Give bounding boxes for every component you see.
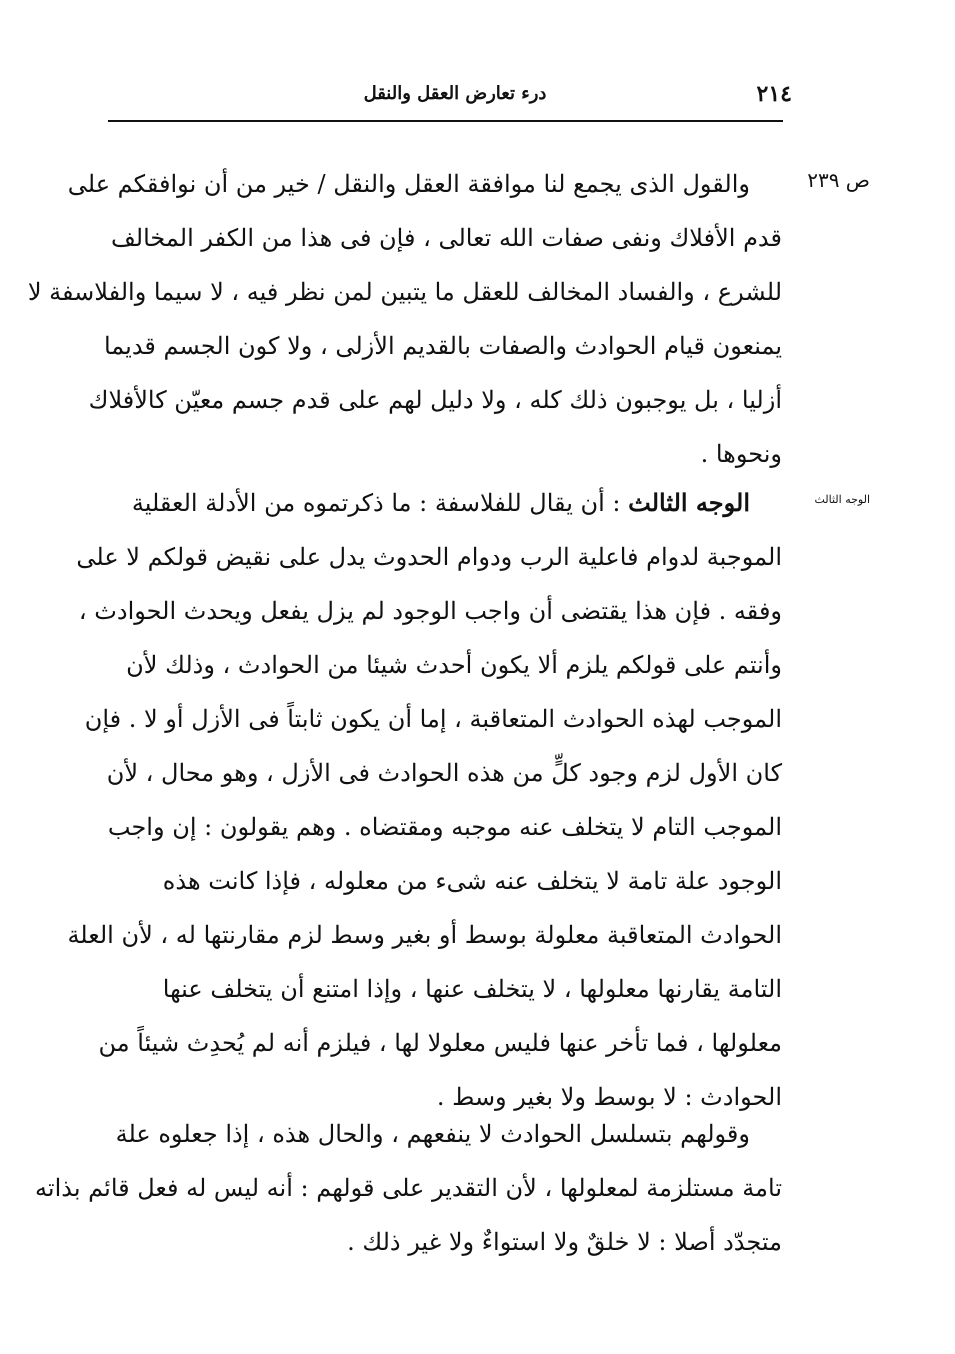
text-line: كان الأول لزم وجود كلٍّ من هذه الحوادث فى الأزل ، وهو محال ، لأن [106, 759, 782, 787]
text-line: الحوادث : لا بوسط ولا بغير وسط . [436, 1083, 782, 1111]
section-heading: الوجه الثالث [628, 488, 750, 517]
text-line: الحوادث المتعاقبة معلولة بوسط أو بغير وسط لزم مقارنتها له ، لأن العلة [67, 921, 782, 949]
header-rule [108, 120, 783, 122]
text-line: وفقه . فإن هذا يقتضى أن واجب الوجود لم يزل يفعل ويحدث الحوادث ، [78, 597, 782, 625]
margin-aspect-label: الوجه الثالث [814, 493, 870, 506]
text-line: الموجبة لدوام فاعلية الرب ودوام الحدوث يدل على نقيض قولكم لا على [76, 543, 782, 571]
text-line: ونحوها . [700, 440, 782, 468]
margin-page-reference: ص ٢٣٩ [807, 168, 870, 192]
page-number: ٢١٤ [756, 81, 792, 107]
paragraph-2 [67, 476, 782, 1124]
text-line: والقول الذى يجمع لنا موافقة العقل والنقل / خير من أن نوافقكم على [67, 170, 750, 198]
text-line: تامة مستلزمة لمعلولها ، لأن التقدير على قولهم : أنه ليس له فعل قائم بذاته [35, 1174, 782, 1202]
text-line: قدم الأفلاك ونفى صفات الله تعالى ، فإن فى هذا من الكفر المخالف [110, 224, 782, 252]
text-line: متجدّد أصلا : لا خلقٌ ولا استواءٌ ولا غير ذلك . [347, 1228, 782, 1256]
text-line: يمنعون قيام الحوادث والصفات بالقديم الأزلى ، ولا كون الجسم قديما [103, 332, 782, 360]
paragraph-1 [27, 157, 782, 481]
text-line: الوجود علة تامة لا يتخلف عنه شىء من معلوله ، فإذا كانت هذه [162, 867, 782, 895]
text-line: وأنتم على قولكم يلزم ألا يكون أحدث شيئا من الحوادث ، وذلك لأن [126, 651, 782, 679]
text-line: التامة يقارنها معلولها ، لا يتخلف عنها ، وإذا امتنع أن يتخلف عنها [162, 975, 782, 1003]
text-run: : أن يقال للفلاسفة : ما ذكرتموه من الأدلة العقلية [131, 489, 629, 517]
text-line: أزليا ، بل يوجبون ذلك كله ، ولا دليل لهم على قدم جسم معيّن كالأفلاك [88, 386, 782, 414]
text-line: للشرع ، والفساد المخالف للعقل ما يتبين لمن نظر فيه ، لا سيما والفلاسفة لا [27, 278, 782, 306]
running-title: درء تعارض العقل والنقل [363, 83, 547, 104]
text-line: وقولهم بتسلسل الحوادث لا ينفعهم ، والحال هذه ، إذا جعلوه علة [115, 1120, 750, 1148]
paragraph-3 [35, 1107, 782, 1269]
text-line: معلولها ، فما تأخر عنها فليس معلولا لها ، فيلزم أنه لم يُحدِث شيئاً من [98, 1029, 782, 1057]
text-line: الموجب لهذه الحوادث المتعاقبة ، إما أن يكون ثابتاً فى الأزل أو لا . فإن [84, 705, 782, 733]
text-line [112, 476, 782, 530]
text-line: الموجب التام لا يتخلف عنه موجبه ومقتضاه . وهم يقولون : إن واجب [107, 813, 782, 841]
